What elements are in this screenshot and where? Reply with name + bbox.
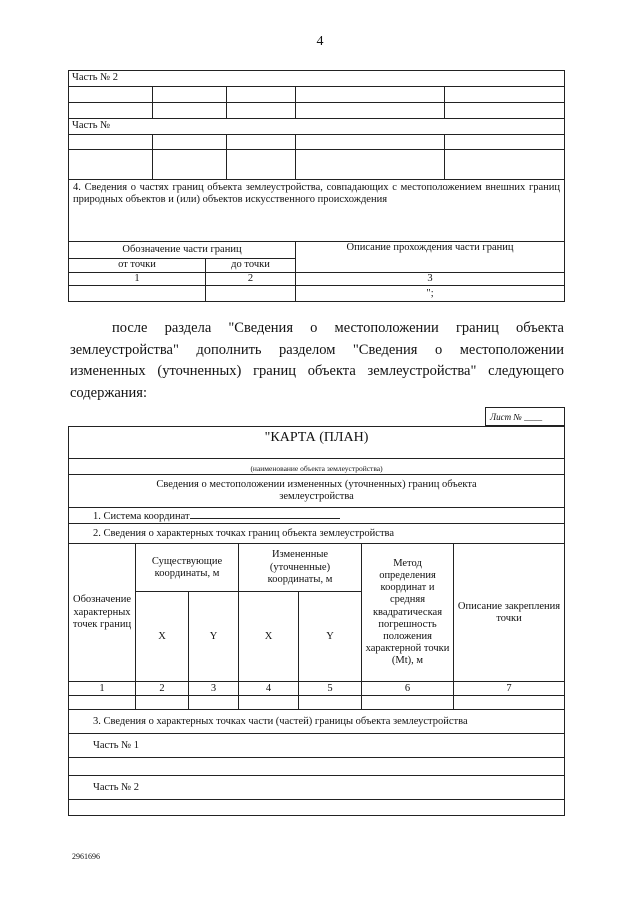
col-description: Описание прохождения части границ <box>296 242 565 273</box>
map-table <box>68 426 565 816</box>
col-num: 4 <box>239 682 299 696</box>
col-num: 1 <box>69 682 136 696</box>
col-num: 6 <box>362 682 454 696</box>
closing-quote: "; <box>296 286 565 302</box>
col-fixing: Описание закрепления точки <box>454 544 565 682</box>
sheet-number-box: Лист № ____ <box>485 407 565 426</box>
col-num: 5 <box>299 682 362 696</box>
col-x-changed: X <box>239 592 299 682</box>
coord-system-label: 1. Система координат <box>93 511 190 522</box>
col-point-designation: Обозначение характерных точек границ <box>69 544 136 682</box>
col-num: 7 <box>454 682 565 696</box>
col-to: до точки <box>206 259 296 273</box>
num-3: 3 <box>296 273 565 286</box>
col-y-changed: Y <box>299 592 362 682</box>
col-x-existing: X <box>136 592 189 682</box>
page-number: 4 <box>316 34 324 49</box>
part2-map-label: Часть № 2 <box>69 776 565 800</box>
part1-label: Часть № 1 <box>69 734 565 758</box>
part2-label: Часть № 2 <box>69 71 565 87</box>
col-designation: Обозначение части границ <box>69 242 296 259</box>
section2-heading: 2. Сведения о характерных точках границ объекта землеустройства <box>69 524 565 544</box>
paragraph-text: после раздела "Сведения о местоположении границ объекта землеустройства" дополнить разделом "Сведения о местоположении измененных (уточненных) границ объекта землеустройства" следующего содержания: <box>70 320 564 401</box>
coord-system <box>69 508 565 524</box>
amendment-paragraph <box>70 318 564 404</box>
col-num: 2 <box>136 682 189 696</box>
col-method: Метод определения координат и средняя квадратическая погрешность положения характерной точки (Mt), м <box>362 544 454 682</box>
section4-heading: 4. Сведения о частях границ объекта землеустройства, совпадающих с местоположением внешних границ природных объектов и (или) объектов искусственного происхождения <box>69 180 565 242</box>
parts-table <box>68 70 565 302</box>
col-existing-coords: Существующие координаты, м <box>136 544 239 592</box>
map-subtitle: Сведения о местоположении измененных (уточненных) границ объекта землеустройства <box>69 475 565 508</box>
part-label: Часть № <box>69 119 565 135</box>
coord-system-blank <box>190 508 340 519</box>
section3-heading: 3. Сведения о характерных точках части (частей) границы объекта землеустройства <box>69 710 565 734</box>
col-num: 3 <box>189 682 239 696</box>
num-2: 2 <box>206 273 296 286</box>
num-1: 1 <box>69 273 206 286</box>
map-title: "КАРТА (ПЛАН) <box>69 427 565 459</box>
col-from: от точки <box>69 259 206 273</box>
footer-code: 2961696 <box>72 852 100 861</box>
name-caption: (наименование объекта землеустройства) <box>69 459 565 475</box>
col-changed-coords: Измененные (уточненные) координаты, м <box>239 544 362 592</box>
col-y-existing: Y <box>189 592 239 682</box>
